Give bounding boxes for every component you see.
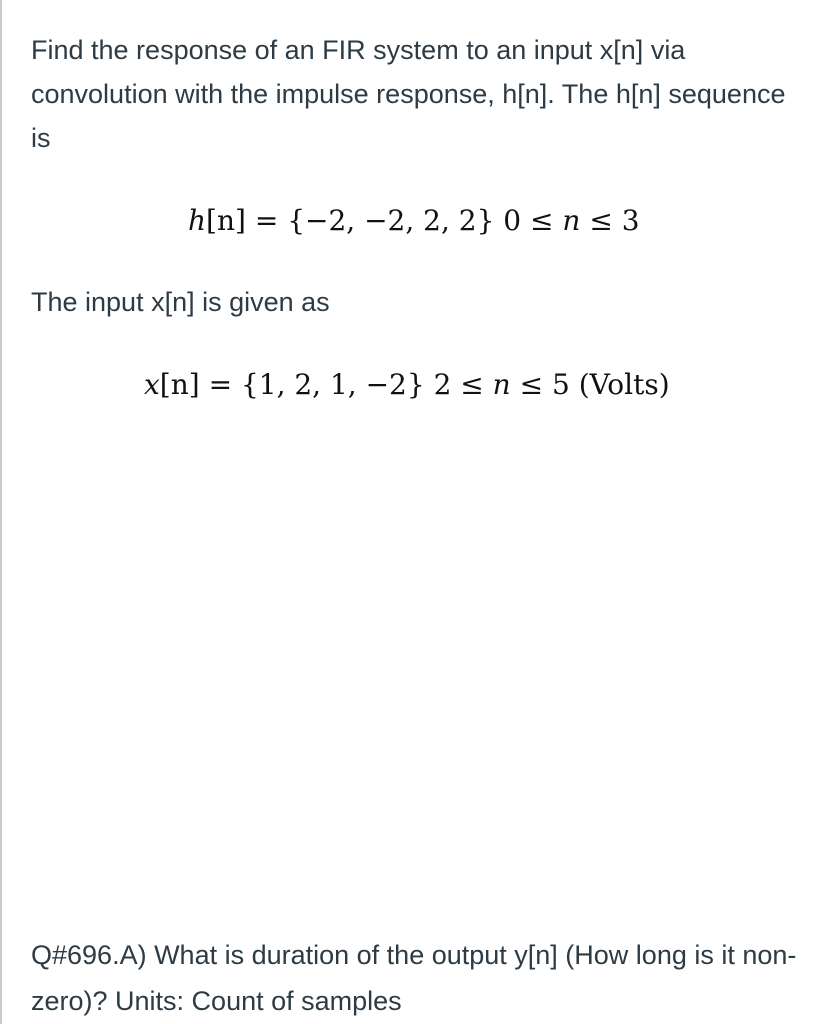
x-equation-values: [n] = {1, 2, 1, −2} 2 ≤ [159, 368, 493, 401]
h-sequence-equation [188, 204, 640, 237]
h-equation-variable: h [188, 204, 207, 237]
x-equation-variable: x [144, 368, 160, 401]
x-equation-range: ≤ 5 (Volts) [510, 368, 670, 401]
x-sequence-equation [144, 368, 670, 401]
question-intro: Find the response of an FIR system to an input x[n] via convolution with the impulse response, h[n]. The h[n] sequence is [31, 35, 786, 153]
input-description: The input x[n] is given as [31, 287, 330, 317]
subquestion-prompt: Q#696.A) What is duration of the output y[n] (How long is it non-zero)? Units: Count of samples [31, 940, 797, 1016]
x-equation-index: n [492, 368, 511, 401]
h-equation-range: ≤ 3 [580, 204, 640, 237]
h-equation-index: n [562, 204, 581, 237]
left-border [0, 0, 2, 1024]
h-equation-values: [n] = {−2, −2, 2, 2} 0 ≤ [206, 204, 563, 237]
